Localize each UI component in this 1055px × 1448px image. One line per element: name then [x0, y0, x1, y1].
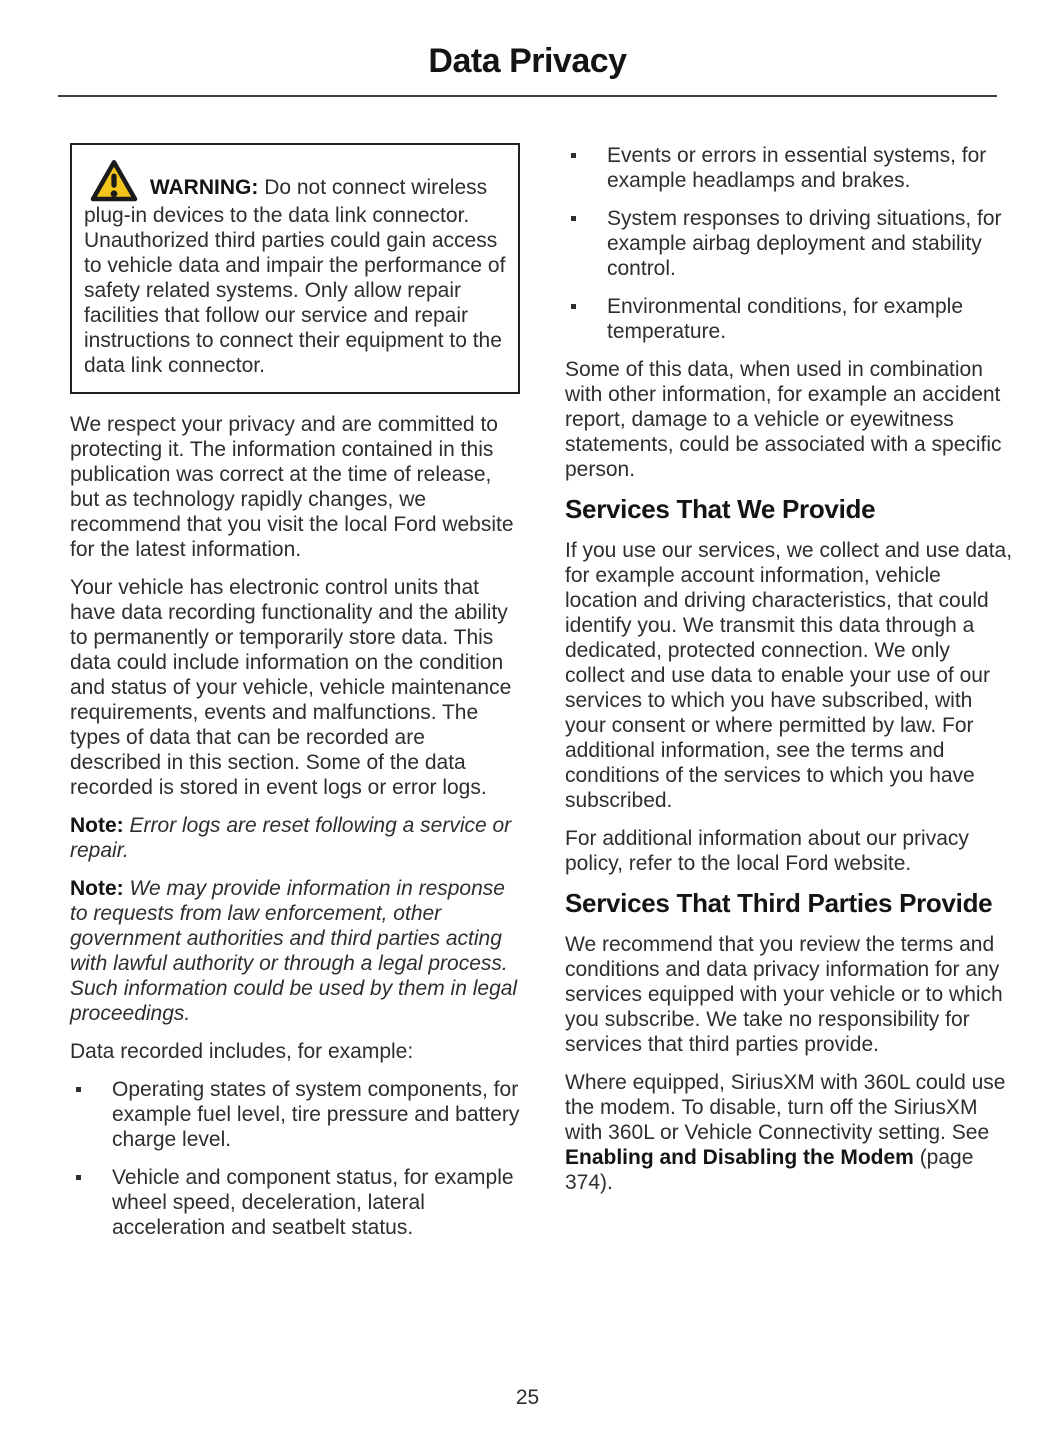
note-text: Error logs are reset following a service or repair.	[70, 814, 512, 862]
warning-label: WARNING:	[149, 176, 259, 199]
note-text: We may provide information in response to requests from law enforcement, other government authorities and third parties acting with lawful authority or through a legal process. Such information could be used by them in legal proceedings.	[70, 877, 518, 1025]
square-bullet-icon	[571, 216, 576, 221]
note	[70, 813, 520, 863]
paragraph: If you use our services, we collect and use data, for example account information, vehicle location and driving characteristics, that could identify you. We transmit this data through a dedicated, protected connection. We only collect and use data to enable your use of our services to which you have subscribed, with your consent or where permitted by law. For additional information, see the terms and conditions of the services to which you have subscribed.	[565, 539, 1013, 812]
paragraph: Some of this data, when used in combination with other information, for example an accident report, damage to a vehicle or eyewitness statements, could be associated with a specific person.	[565, 358, 1002, 481]
content-columns	[0, 97, 1055, 1253]
note	[70, 876, 520, 1026]
warning-box	[70, 143, 520, 394]
right-column	[565, 143, 1015, 1253]
list-item-text: System responses to driving situations, for example airbag deployment and stability control.	[607, 207, 1002, 280]
paragraph-text: (page 374).	[565, 1146, 974, 1194]
left-column	[70, 143, 520, 1253]
list-item	[70, 1165, 520, 1240]
warning-triangle-icon	[90, 159, 138, 203]
paragraph: We respect your privacy and are committed to protecting it. The information contained in this publication was correct at the time of release, but as technology rapidly changes, we recommend that you visit the local Ford website for the latest information.	[70, 413, 514, 561]
square-bullet-icon	[571, 304, 576, 309]
list-item-text: Vehicle and component status, for example wheel speed, deceleration, lateral acceleration and seatbelt status.	[112, 1166, 514, 1239]
list-item	[70, 1077, 520, 1152]
note-label: Note:	[70, 877, 124, 900]
list-item-text: Environmental conditions, for example temperature.	[607, 295, 964, 343]
list-item-text: Operating states of system components, for example fuel level, tire pressure and battery charge level.	[112, 1078, 520, 1151]
page-number: 25	[515, 1386, 540, 1409]
list-item	[565, 206, 1015, 281]
list-item	[565, 143, 1015, 193]
page-header	[0, 0, 1055, 97]
note-label: Note:	[70, 814, 124, 837]
section-heading-services-we-provide: Services That We Provide	[565, 494, 876, 524]
list-item	[565, 294, 1015, 344]
list-item-text: Events or errors in essential systems, for example headlamps and brakes.	[607, 144, 987, 192]
warning-text: Do not connect wireless plug-in devices to the data link connector. Unauthorized third parties could gain access to vehicle data and impair the performance of safety related systems. Only allow repair facilities that follow our service and repair instructions to connect their equipment to the data link connector.	[84, 176, 506, 377]
paragraph-text: Where equipped, SiriusXM with 360L could use the modem. To disable, turn off the SiriusXM with 360L or Vehicle Connectivity setting. See	[565, 1071, 1006, 1144]
paragraph: We recommend that you review the terms and conditions and data privacy information for any services equipped with your vehicle or to which you subscribe. We take no responsibility for services that third parties provide.	[565, 933, 1003, 1056]
warning-paragraph	[84, 175, 508, 378]
paragraph-with-crossref	[565, 1070, 1015, 1195]
square-bullet-icon	[76, 1087, 81, 1092]
list-intro: Data recorded includes, for example:	[70, 1040, 414, 1063]
page-title: Data Privacy	[428, 42, 627, 80]
square-bullet-icon	[571, 153, 576, 158]
section-heading-third-party-services: Services That Third Parties Provide	[565, 888, 993, 918]
square-bullet-icon	[76, 1175, 81, 1180]
paragraph: Your vehicle has electronic control units that have data recording functionality and the ability to permanently or temporarily store data. This data could include information on the condition and status of your vehicle, vehicle maintenance requirements, events and malfunctions. The types of data that can be recorded are described in this section. Some of the data recorded is stored in event logs or error logs.	[70, 576, 512, 799]
paragraph: For additional information about our privacy policy, refer to the local Ford website.	[565, 827, 969, 875]
crossref-title: Enabling and Disabling the Modem	[565, 1146, 914, 1169]
page-footer	[0, 1386, 1055, 1410]
